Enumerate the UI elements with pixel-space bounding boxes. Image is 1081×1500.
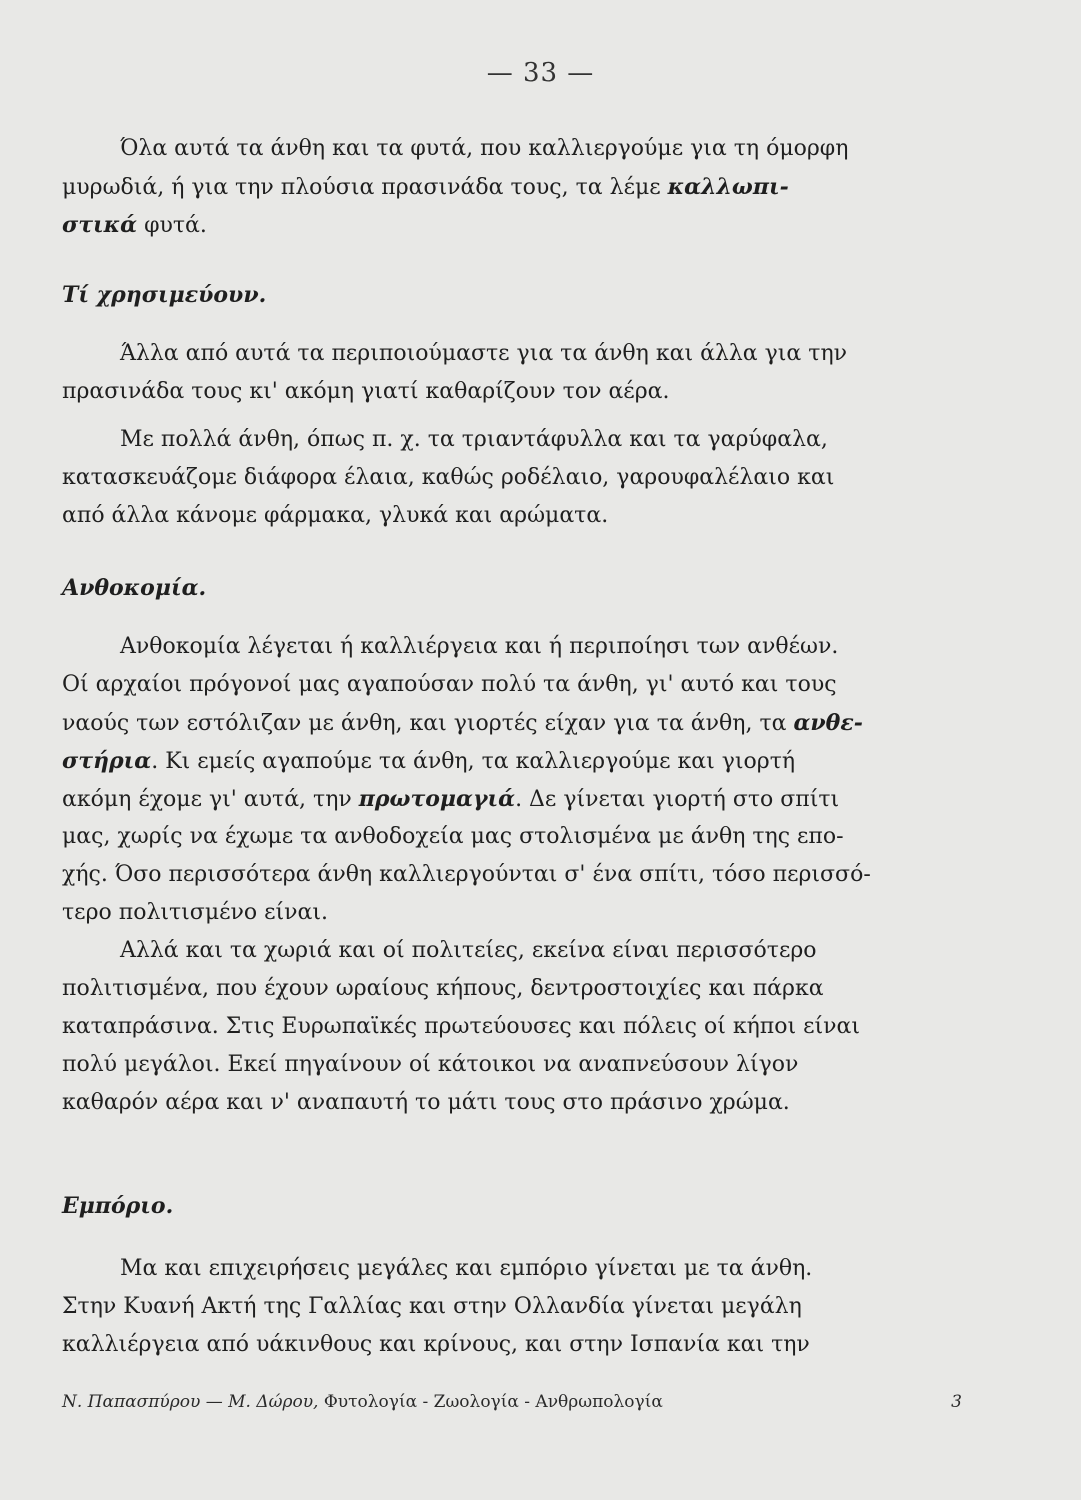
section-heading-uses: Τί χρησιμεύουν. [62, 282, 267, 308]
page-number: — 33 — [486, 58, 595, 88]
text-line [62, 742, 982, 780]
section-heading-trade: Εμπόριο. [62, 1193, 174, 1219]
text-line: Μα και επιχειρήσεις μεγάλες και εμπόριο γίνεται με τα άνθη. [120, 1256, 813, 1281]
text-line: Με πολλά άνθη, όπως π. χ. τα τριαντάφυλλα και τα γαρύφαλα, [120, 427, 828, 452]
text-run: μυρωδιά, ή για την πλούσια πρασινάδα τους, τα λέμε [62, 175, 668, 200]
text-line: χής. Όσο περισσότερα άνθη καλλιεργούνται σ' ένα σπίτι, τόσο περισσό- [62, 862, 871, 887]
text-line: πολιτισμένα, που έχουν ωραίους κήπους, δεντροστοιχίες και πάρκα [62, 976, 824, 1001]
text-line: Όλα αυτά τα άνθη και τα φυτά, που καλλιεργούμε για τη όμορφη [120, 136, 849, 161]
text-line: Ανθοκομία λέγεται ή καλλιέργεια και ή περιποίησι των ανθέων. [120, 634, 839, 659]
paragraph-uses [62, 335, 982, 535]
text-line: από άλλα κάνομε φάρμακα, γλυκά και αρώματα. [62, 503, 609, 528]
emphasis-term: ανθε- [793, 710, 863, 736]
text-line [62, 206, 982, 244]
footer-book-title: Φυτολογία - Ζωολογία - Ανθρωπολογία [318, 1392, 663, 1412]
section-heading-floriculture: Ανθοκομία. [62, 575, 207, 601]
text-line [62, 704, 982, 742]
text-line: Στην Κυανή Ακτή της Γαλλίας και στην Ολλανδία γίνεται μεγάλη [62, 1294, 802, 1319]
text-line: Οί αρχαίοι πρόγονοί μας αγαπούσαν πολύ τα άνθη, γι' αυτό και τους [62, 672, 837, 697]
text-line [62, 780, 982, 818]
text-line: καλλιέργεια από υάκινθους και κρίνους, και στην Ισπανία και την [62, 1332, 810, 1357]
emphasis-term: καλλωπι- [667, 174, 789, 200]
text-run: ναούς των εστόλιζαν με άνθη, και γιορτές είχαν για τα άνθη, τα [62, 711, 794, 736]
text-run: φυτά. [137, 213, 207, 238]
text-run: ακόμη έχομε γι' αυτά, την [62, 787, 359, 812]
text-line: κατασκευάζομε διάφορα έλαια, καθώς ροδέλαιο, γαρουφαλέλαιο και [62, 465, 835, 490]
text-line: πρασινάδα τους κι' ακόμη γιατί καθαρίζουν τον αέρα. [62, 379, 670, 404]
text-line: Αλλά και τα χωριά και οί πολιτείες, εκείνα είναι περισσότερο [120, 938, 817, 963]
text-line: καθαρόν αέρα και ν' αναπαυτή το μάτι τους στο πράσινο χρώμα. [62, 1090, 790, 1115]
text-run: . Κι εμείς αγαπούμε τα άνθη, τα καλλιεργούμε και γιορτή [151, 749, 796, 774]
paragraph-ornamental-plants [62, 130, 982, 244]
emphasis-term: πρωτομαγιά [358, 786, 516, 812]
text-line: μας, χωρίς να έχωμε τα ανθοδοχεία μας στολισμένα με άνθη της επο- [62, 824, 844, 849]
paragraph-floriculture [62, 628, 982, 1122]
text-line: τερο πολιτισμένο είναι. [62, 900, 329, 925]
emphasis-term: στήρια [62, 748, 152, 774]
text-line: Άλλα από αυτά τα περιποιούμαστε για τα άνθη και άλλα για την [120, 341, 848, 366]
signature-mark: 3 [951, 1392, 962, 1412]
emphasis-term: στικά [62, 212, 138, 238]
text-line: πολύ μεγάλοι. Εκεί πηγαίνουν οί κάτοικοι να αναπνεύσουν λίγον [62, 1052, 799, 1077]
text-line [62, 168, 982, 206]
footer-authors: Ν. Παπασπύρου — Μ. Δώρου, [62, 1392, 319, 1412]
paragraph-trade [62, 1250, 982, 1364]
page-footer [62, 1392, 962, 1412]
text-line: καταπράσινα. Στις Ευρωπαϊκές πρωτεύουσες και πόλεις οί κήποι είναι [62, 1014, 860, 1039]
text-run: . Δε γίνεται γιορτή στο σπίτι [515, 787, 840, 812]
